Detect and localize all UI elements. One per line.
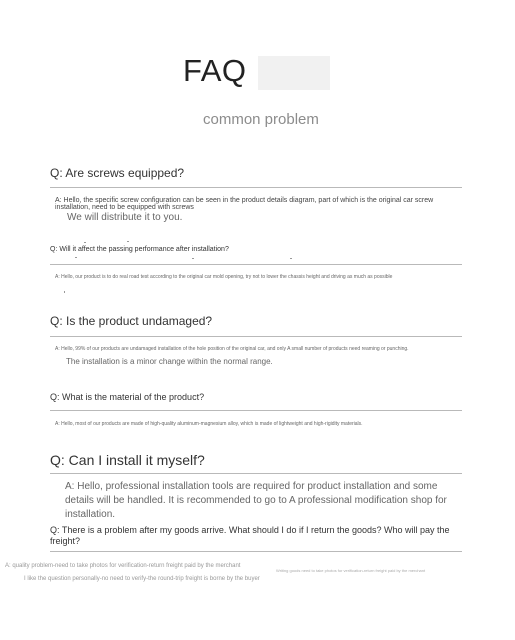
faq-answer-return-extra: I like the question personally-no need to verify-the round-trip freight is borne by the buyer — [24, 576, 260, 582]
faq-question-undamaged: Q: Is the product undamaged? — [50, 314, 213, 328]
faq-answer-undamaged: A: Hello, 99% of our products are undamaged installation of the hole position of the original car, and only A small number of products need reaming or punching. — [55, 346, 409, 352]
speck — [290, 258, 292, 259]
faq-question-screws: Q: Are screws equipped? — [50, 166, 185, 180]
speck — [192, 258, 194, 259]
faq-answer-screws-extra: We will distribute it to you. — [67, 212, 183, 223]
question-divider — [50, 187, 462, 188]
faq-answer-performance: A: Hello, our product is to do real road test according to the original car mold opening, try not to lower the chassis height and driving as much as possible — [55, 274, 393, 280]
question-divider — [50, 410, 462, 411]
question-divider — [50, 336, 462, 337]
faq-question-install: Q: Can I install it myself? — [50, 452, 205, 468]
faq-answer-material: A: Hello, most of our products are made of high-quality aluminum-magnesium alloy, which is made of lightweight and high-rigidity materials. — [55, 421, 363, 427]
faq-question-performance: Q: Will it affect the passing performance after installation? — [50, 246, 229, 253]
faq-answer-undamaged-extra: The installation is a minor change within the normal range. — [66, 357, 273, 366]
faq-answer-return-right: Writing goods need to take photos for verification-return freight paid by the merchant — [276, 568, 426, 573]
faq-answer-screws: A: Hello, the specific screw configuration can be seen in the product details diagram, part of which is the original car screw installation, need to be equipped with screws — [55, 197, 434, 211]
speck — [84, 242, 86, 243]
page-title: FAQ — [183, 53, 247, 88]
faq-answer-install: A: Hello, professional installation tools are required for product installation and some details will be handled. It is recommended to go to A professional modification shop for installation. — [65, 481, 447, 520]
faq-question-material: Q: What is the material of the product? — [50, 392, 205, 402]
question-divider — [50, 473, 462, 474]
page-subtitle: common problem — [203, 111, 319, 128]
question-divider — [50, 551, 462, 552]
speck — [64, 291, 65, 293]
question-divider — [50, 264, 462, 265]
faq-question-return: Q: There is a problem after my goods arrive. What should I do if I return the goods? Who will pay the freight? — [50, 525, 450, 546]
speck — [75, 257, 77, 258]
faq-answer-return: A: quality problem-need to take photos for verification-return freight paid by the merchant — [5, 563, 241, 569]
speck — [127, 241, 129, 242]
title-watermark — [258, 56, 330, 90]
